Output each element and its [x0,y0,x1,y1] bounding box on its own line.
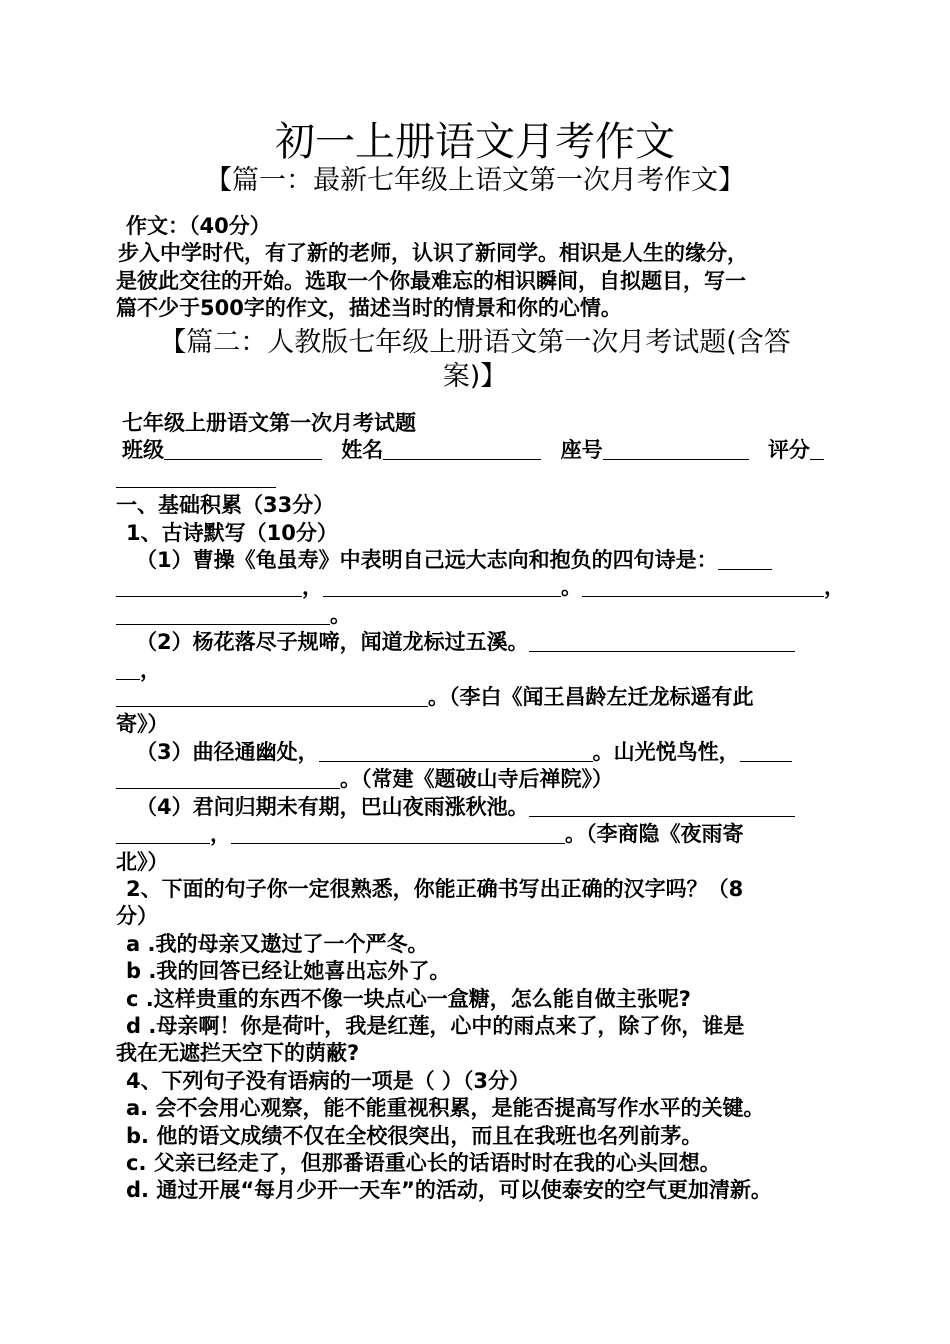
score-field[interactable] [810,439,824,460]
essay-prompt-line: 步入中学时代，有了新的老师，认识了新同学。相识是人生的缘分， [118,241,748,266]
answer-blank[interactable] [231,823,565,844]
answer-blank[interactable] [116,604,330,625]
essay-prompt-line: 是彼此交往的开始。选取一个你最难忘的相识瞬间，自拟题目，写一 [116,268,746,293]
part2-heading-line1: 【篇二：人教版七年级上册语文第一次月考试题(含答 [159,327,791,358]
q4-option-c: c. 父亲已经走了，但那番语重心长的话语时时在我的心头回想。 [126,1150,721,1175]
q2-option-d-end: 我在无遮拦天空下的荫蔽? [116,1041,360,1066]
answer-blank[interactable] [529,631,795,652]
seat-label: 座号 [560,438,603,463]
essay-label: 作文：（40分） [126,214,271,238]
q1-p4: （4）君问归期未有期，巴山夜雨涨秋池。 [116,794,836,821]
answer-blank[interactable] [116,686,428,707]
part2-heading [120,326,830,394]
essay-prompt-line: 篇不少于500字的作文，描述当时的情景和你的心情。 [116,296,622,321]
answer-blank[interactable] [116,768,340,789]
answer-blank[interactable] [718,549,772,570]
part1-body [116,213,836,323]
q1-p2-source: 。（李白《闻王昌龄左迁龙标遥有此 [116,684,836,711]
q4-option-d: d. 通过开展“每月少开一天车”的活动，可以使泰安的空气更加清新。 [126,1178,772,1203]
q1-p2: （2）杨花落尽子规啼，闻道龙标过五溪。 [116,629,836,656]
q1-p2-source-end: 寄》） [116,712,169,737]
q1-p1-last-blank: 。 [116,602,836,629]
q4-label: 4、下列句子没有语病的一项是（ ）（3分） [126,1068,531,1093]
answer-blank[interactable] [740,741,792,762]
answer-blank[interactable] [529,796,795,817]
part1-heading: 【篇一：最新七年级上语文第一次月考作文】 [205,165,745,196]
part2-body [116,410,845,1205]
q1-p2-continuation: ， [116,657,836,684]
exam-title: 七年级上册语文第一次月考试题 [122,411,416,435]
q1-p3: （3）曲径通幽处， 。山光悦鸟性， [116,739,836,766]
seat-field[interactable] [603,439,749,460]
q1-p4-source-end: 北》） [116,849,169,874]
name-field[interactable] [383,439,541,460]
q1-p1: （1）曹操《龟虽寿》中表明自己远大志向和抱负的四句诗是： [116,547,836,574]
part2-heading-line2: 案)】 [442,361,508,392]
q1-p1-blanks: ， 。 ， [116,574,836,601]
name-label: 姓名 [341,438,384,463]
score-field-blank[interactable] [116,467,276,488]
answer-blank[interactable] [319,741,593,762]
score-field-continuation [116,465,836,492]
answer-blank[interactable] [582,576,824,597]
q2-option-a: a .我的母亲又遨过了一个严冬。 [126,931,429,956]
answer-blank[interactable] [116,659,140,680]
score-label: 评分 [767,438,810,463]
q4-option-b: b. 他的语文成绩不仅在全校很突出，而且在我班也名列前茅。 [126,1123,703,1148]
answer-blank[interactable] [323,576,561,597]
q2-option-b: b .我的回答已经让她喜出忘外了。 [126,959,451,984]
class-label: 班级 [122,438,164,463]
document-title: 初一上册语文月考作文 [275,119,675,165]
q1-p4-continuation: ， 。（李商隐《夜雨寄 [116,821,836,848]
answer-blank[interactable] [116,576,302,597]
q2-option-d: d .母亲啊！你是荷叶，我是红莲，心中的雨点来了，除了你，谁是 [126,1013,745,1038]
q1-label: 1、古诗默写（10分） [126,520,338,545]
q1-p3-continuation: 。（常建《题破山寺后禅院》） [116,766,836,793]
class-field[interactable] [164,439,322,460]
q4-option-a: a. 会不会用心观察，能不能重视积累，是能否提高写作水平的关键。 [126,1096,765,1121]
section1-heading: 一、基础积累（33分） [116,493,335,518]
q2-option-c: c .这样贵重的东西不像一块点心一盒糖，怎么能自做主张呢? [126,986,691,1011]
student-info-row [116,437,836,464]
q2-label: 2、下面的句子你一定很熟悉，你能正确书写出正确的汉字吗？（8 [126,876,744,901]
q2-label-end: 分） [116,904,158,929]
answer-blank[interactable] [116,823,210,844]
